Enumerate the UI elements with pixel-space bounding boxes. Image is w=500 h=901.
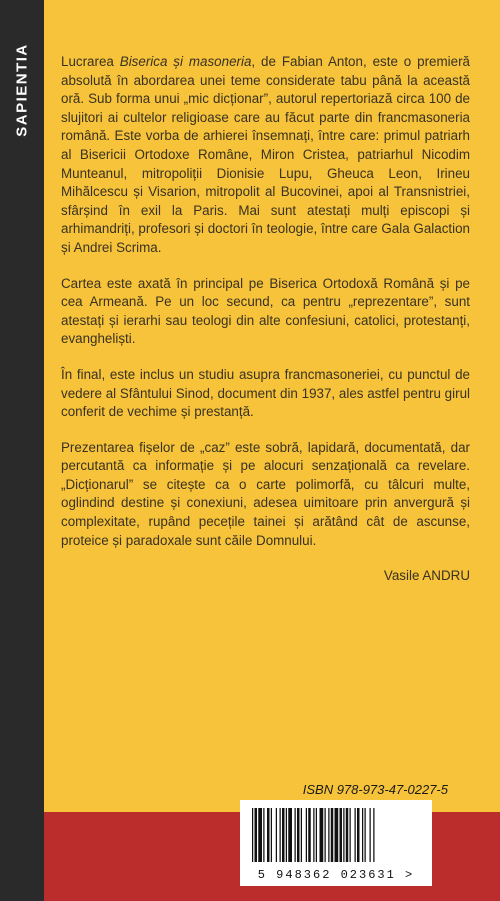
barcode-bar (313, 808, 314, 862)
series-name: SAPIENTIA (13, 43, 31, 137)
barcode-bar (328, 808, 329, 862)
barcode-bar (373, 808, 374, 862)
barcode-bar (271, 808, 272, 862)
blurb (61, 53, 470, 603)
barcode-bar (350, 808, 351, 862)
barcode-bar (365, 808, 366, 862)
barcode-bar (282, 808, 285, 862)
barcode-bar (286, 808, 287, 862)
barcode-bar (263, 808, 264, 862)
barcode-bar (325, 808, 326, 862)
book-title: Biserica și masoneria (119, 54, 252, 69)
barcode-bar (306, 808, 307, 862)
paragraph-presentation: Prezentarea fișelor de „caz” este sobră, lapidară, documentată, dar percutantă ca informație și pe alocuri senzațională ca revelare. „Dicționarul” se citește ca o carte polimorfă, cu tâlcuri multe, oglindind destine și conexiuni, adesea uimitoare prin anvergură și complexitate, rupând pecețile tainei și arătând cât de ascunse, proteice și paradoxale sunt căile Domnului. (61, 439, 470, 548)
barcode-bar (370, 808, 371, 862)
paragraph-text: , de Fabian Anton, este o premieră absolută în abordarea unei teme considerate tabu până la această oră. Sub forma unui „mic dicționar”, autorul repertoriază circa 100 de slujitori ai cultelor religioase care au făcut parte din francmasoneria română. Este vorba de arhierei însemnați, între care: primul patriarh al Bisericii Ortodoxe Române, Miron Cristea, patriarhul Nicodim Munteanul, mitropoliții Dionisie Lupu, Gheuca Leon, Irineu Mihălcescu și Visarion, mitropolit al Bucovinei, apoi al Transnistriei, sfârșind în exil la Paris. Mai sunt atestați mulți episcopi și arhimandriți, profesori și doctori în teologie, între care Gala Galaction și Andrei Scrima. (61, 54, 470, 255)
barcode-bar (357, 808, 360, 862)
isbn-label: ISBN 978-973-47-0227-5 (302, 782, 448, 797)
author-signature: Vasile ANDRU (383, 568, 470, 584)
barcode-bar (308, 808, 311, 862)
barcode-bar (280, 808, 281, 862)
barcode-bar (288, 808, 292, 862)
barcode-bar (255, 808, 258, 862)
barcode-bar (335, 808, 339, 862)
paragraph-text: Lucrarea (61, 54, 120, 69)
paragraph-final: În final, este inclus un studiu asupra francmasoneriei, cu punctul de vedere al Sfântului Sinod, document din 1937, ales astfel pentru girul conferit de vechime și prestanță. (61, 366, 470, 420)
barcode-bar (295, 808, 296, 862)
barcode-bar (252, 808, 253, 862)
barcode-bar (331, 808, 334, 862)
paragraph-focus: Cartea este axată în principal pe Biserica Ortodoxă Română și pe cea Armeană. Pe un loc secund, ca pentru „reprezentare”, sunt atestați și ierarhi sau teologi din alte confesiuni, catolici, protestanți, evangheliști. (61, 275, 470, 347)
barcode-bars (250, 808, 426, 862)
barcode-bar (355, 808, 356, 862)
book-spine (0, 0, 44, 901)
barcode-bar (320, 808, 324, 862)
barcode-bar (276, 808, 277, 862)
barcode-bar (258, 808, 262, 862)
barcode-bar (340, 808, 343, 862)
barcode-box (240, 800, 432, 886)
barcode-bar (343, 808, 344, 862)
barcode-bar (316, 808, 317, 862)
barcode-bar (346, 808, 349, 862)
back-cover (44, 0, 500, 812)
barcode-bar (362, 808, 363, 862)
barcode-bar (267, 808, 270, 862)
barcode-bar (297, 808, 300, 862)
barcode-number: 5 948362 023631 > (257, 868, 415, 882)
barcode-bar (301, 808, 302, 862)
paragraph-intro (61, 53, 470, 258)
